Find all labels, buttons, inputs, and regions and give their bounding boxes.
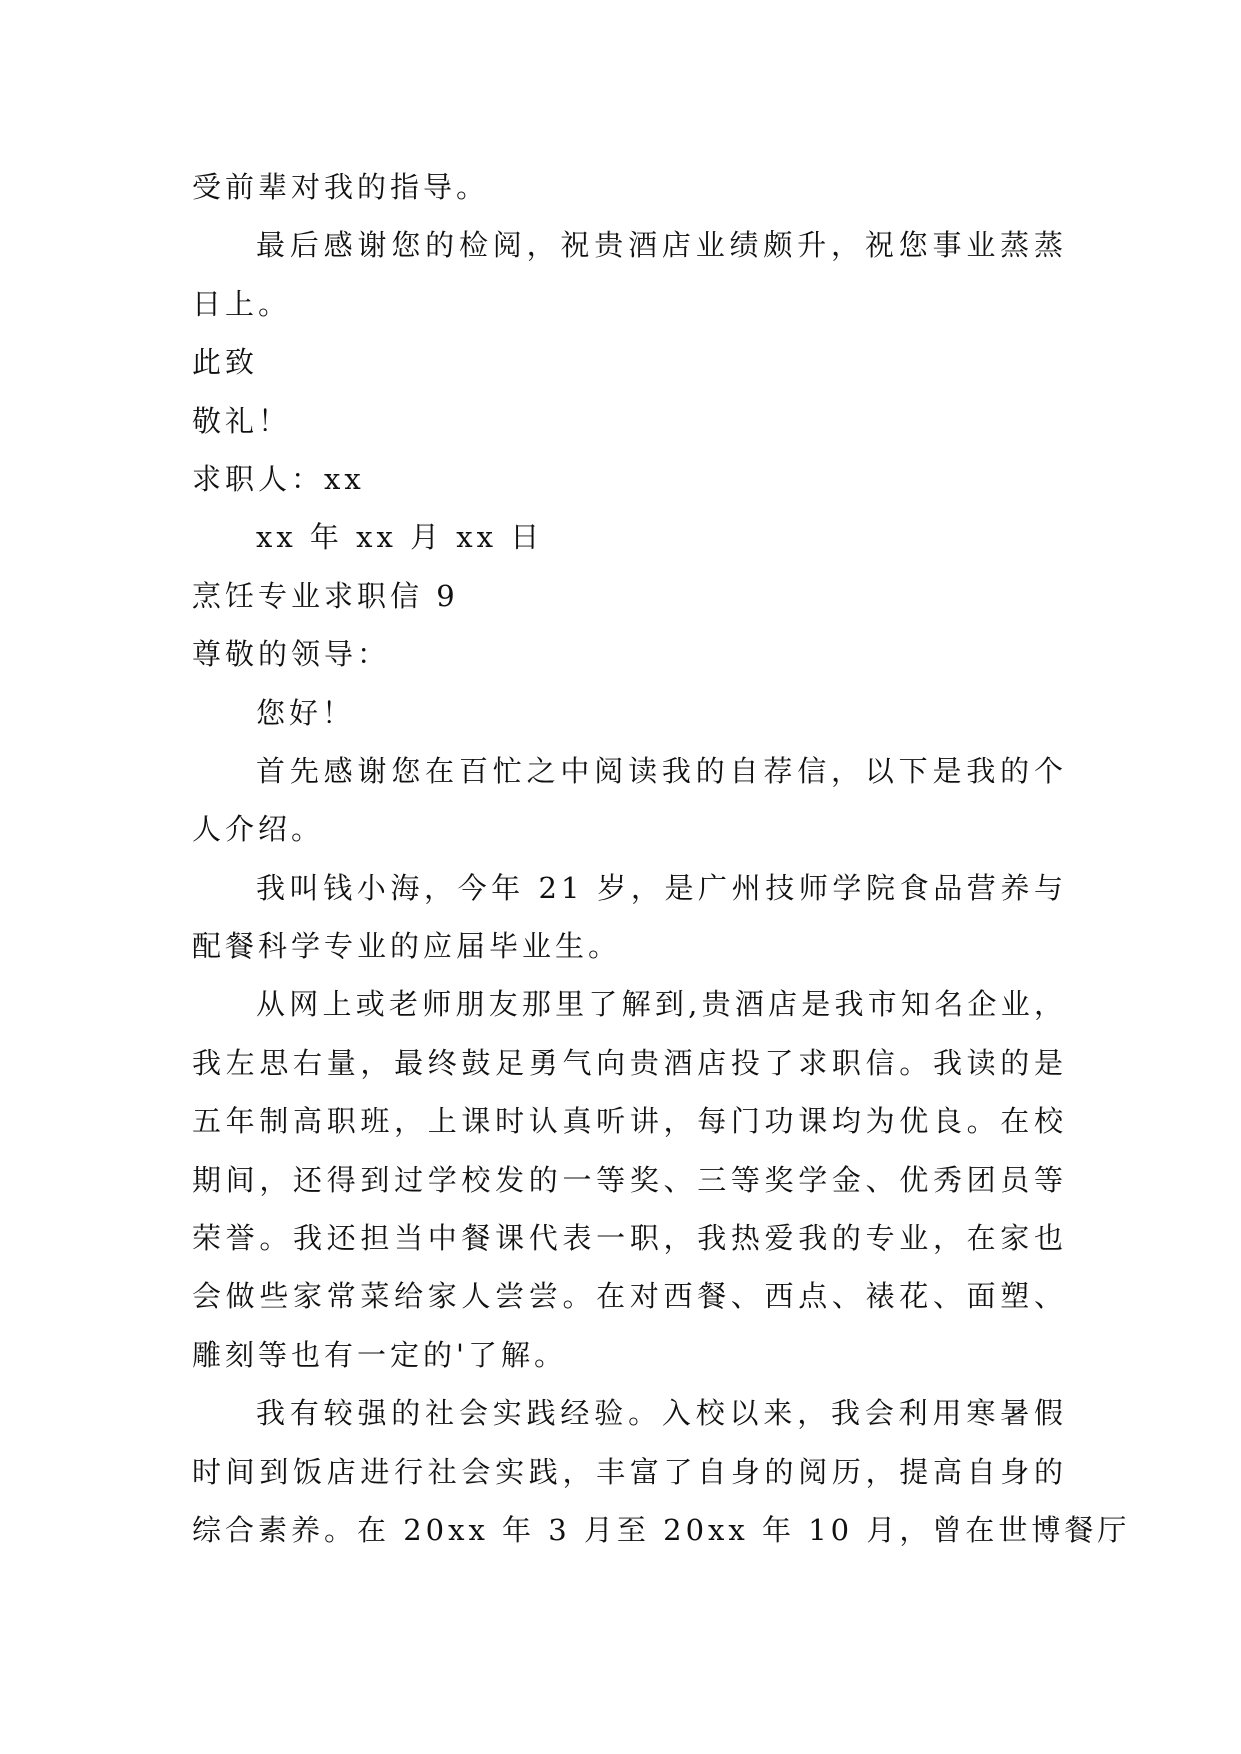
- text-line: 会做些家常菜给家人尝尝。在对西餐、西点、裱花、面塑、: [192, 1279, 1067, 1314]
- text-line: 荣誉。我还担当中餐课代表一职，我热爱我的专业，在家也: [192, 1221, 1067, 1256]
- date-line: xx 年 xx 月 xx 日: [256, 520, 544, 555]
- section-heading: 烹饪专业求职信 9: [192, 578, 459, 613]
- text-line: 时间到饭店进行社会实践，丰富了自身的阅历，提高自身的: [192, 1454, 1067, 1489]
- text-line: 我有较强的社会实践经验。入校以来，我会利用寒暑假: [256, 1396, 1067, 1431]
- greeting: 您好！: [256, 695, 356, 730]
- text-line: 综合素养。在 20xx 年 3 月至 20xx 年 10 月，曾在世博餐厅: [192, 1512, 1131, 1547]
- text-line: 日上。: [192, 286, 292, 321]
- text-line: 此致: [192, 345, 259, 380]
- text-line: 雕刻等也有一定的'了解。: [192, 1337, 567, 1372]
- text-line: 五年制高职班，上课时认真听讲，每门功课均为优良。在校: [192, 1104, 1067, 1139]
- text-line: 人介绍。: [192, 812, 325, 847]
- text-line: 期间，还得到过学校发的一等奖、三等奖学金、优秀团员等: [192, 1162, 1067, 1197]
- text-line: 敬礼！: [192, 403, 292, 438]
- text-line: 最后感谢您的检阅，祝贵酒店业绩颇升，祝您事业蒸蒸: [256, 228, 1067, 263]
- text-line: 首先感谢您在百忙之中阅读我的自荐信，以下是我的个: [256, 753, 1067, 788]
- text-line: 我叫钱小海，今年 21 岁，是广州技师学院食品营养与: [256, 870, 1067, 905]
- text-line: 受前辈对我的指导。: [192, 170, 490, 204]
- salutation: 尊敬的领导：: [192, 637, 391, 672]
- text-line: 从网上或老师朋友那里了解到,贵酒店是我市知名企业，: [256, 987, 1067, 1022]
- text-line: 配餐科学专业的应届毕业生。: [192, 929, 622, 964]
- text-line: 求职人：xx: [192, 461, 365, 496]
- text-line: 我左思右量，最终鼓足勇气向贵酒店投了求职信。我读的是: [192, 1045, 1067, 1080]
- letter-body: [192, 158, 1131, 1559]
